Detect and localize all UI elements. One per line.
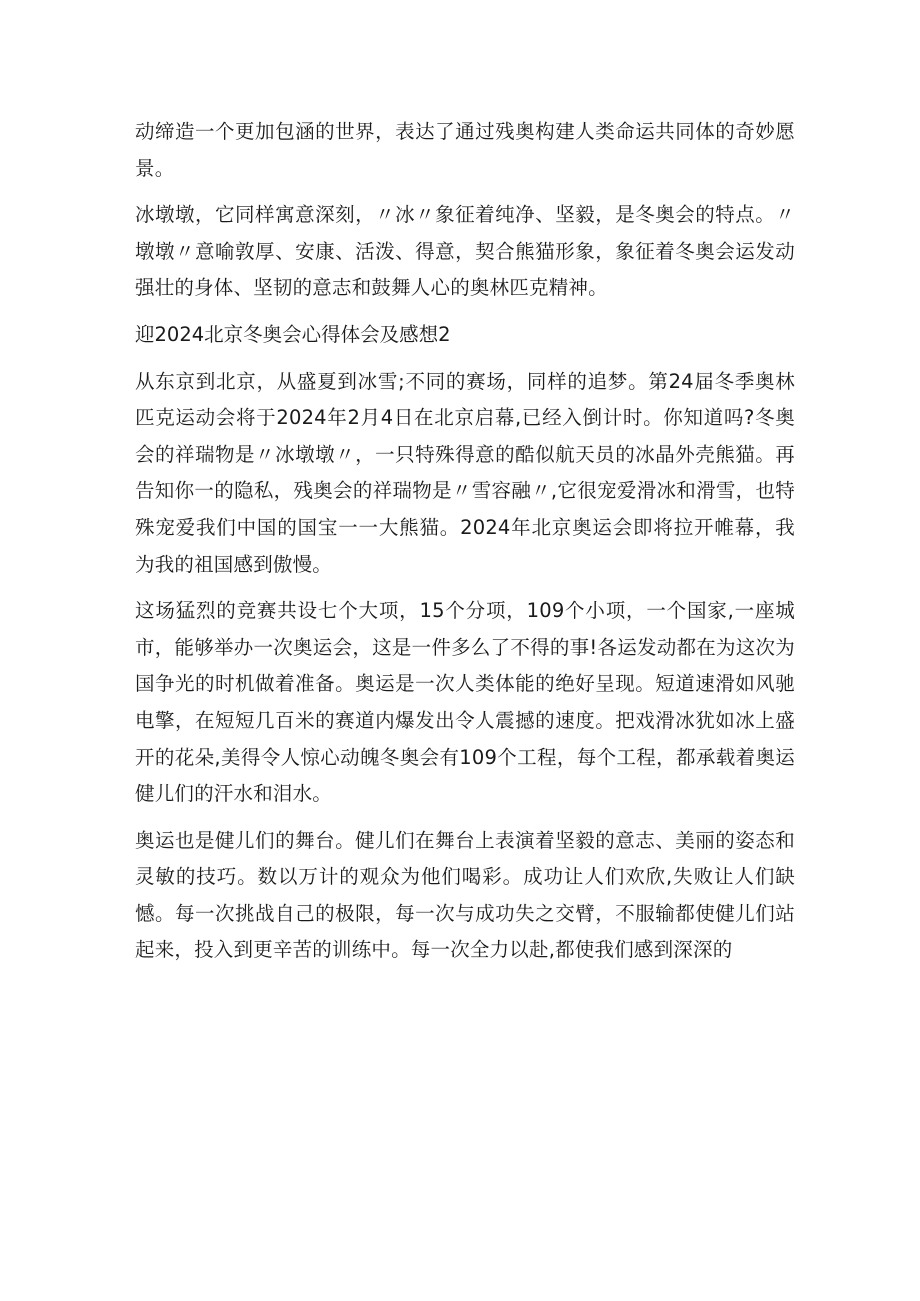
document-body <box>135 114 795 979</box>
paragraph-tokyo-to-beijing: 从东京到北京，从盛夏到冰雪;不同的赛场，同样的追梦。第24届冬季奥林匹克运动会将于2024年2月4日在北京启幕,已经入倒计时。你知道吗?冬奥会的祥瑞物是〃冰墩墩〃，一只特殊得意的酷似航天员的冰晶外壳熊猫。再告知你一的隐私，残奥会的祥瑞物是〃雪容融〃,它很宠爱滑冰和滑雪，也特殊宠爱我们中国的国宝一一大熊猫。2024年北京奥运会即将拉开帷幕，我为我的祖国感到傲慢。 <box>135 369 795 576</box>
paragraph-intro-continuation: 动缔造一个更加包涵的世界，表达了通过残奥构建人类命运共同体的奇妙愿景。 <box>135 120 795 180</box>
paragraph-athletes-stage: 奥运也是健儿们的舞台。健儿们在舞台上表演着坚毅的意志、美丽的姿态和灵敏的技巧。数以万计的观众为他们喝彩。成功让人们欢欣,失败让人们缺憾。每一次挑战自己的极限，每一次与成功失之交臂，不服输都使健儿们站起来，投入到更辛苦的训练中。每一次全力以赴,都使我们感到深深的 <box>135 828 795 962</box>
paragraph-bing-dwen-dwen: 冰墩墩，它同样寓意深刻，〃冰〃象征着纯净、坚毅，是冬奥会的特点。〃墩墩〃意喻敦厚、安康、活泼、得意，契合熊猫形象，象征着冬奥会运发动强壮的身体、坚韧的意志和鼓舞人心的奥林匹克精神。 <box>135 203 795 300</box>
paragraph-competition-events: 这场猛烈的竞赛共设七个大项，15个分项，109个小项，一个国家,一座城市，能够举办一次奥运会，这是一件多么了不得的事!各运发动都在为这次为国争光的时机做着准备。奥运是一次人类体能的绝好呈现。短道速滑如风驰电擎，在短短几百米的赛道内爆发出令人震撼的速度。把戏滑冰犹如冰上盛开的花朵,美得令人惊心动魄冬奥会有109个工程，每个工程，都承载着奥运健儿们的汗水和泪水。 <box>135 599 795 806</box>
section-heading: 迎2024北京冬奥会心得体会及感想2 <box>135 322 451 346</box>
